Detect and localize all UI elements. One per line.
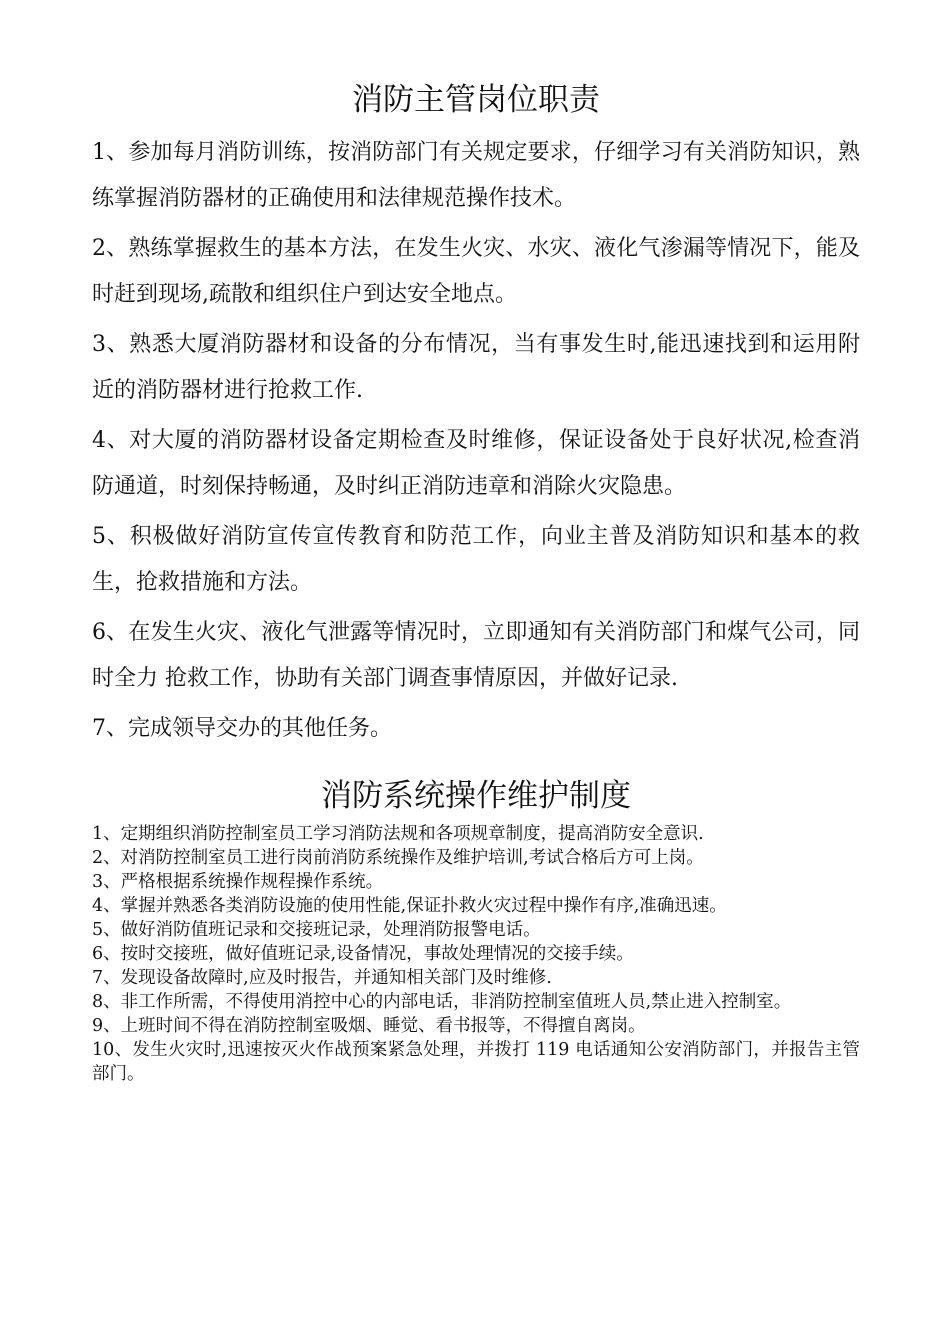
fire-system-maintenance-section [92, 774, 860, 1086]
duty-item: 7、完成领导交办的其他任务。 [92, 716, 392, 741]
duty-item: 3、熟悉大厦消防器材和设备的分布情况，当有事发生时,能迅速找到和运用附近的消防器材进行抢救工作. [92, 332, 860, 403]
rule-item: 5、做好消防值班记录和交接班记录，处理消防报警电话。 [92, 920, 541, 940]
rule-item: 1、定期组织消防控制室员工学习消防法规和各项规章制度，提高消防安全意识. [92, 824, 704, 844]
rule-item: 7、发现设备故障时,应及时报告，并通知相关部门及时维修. [92, 968, 552, 988]
rule-item: 3、严格根据系统操作规程操作系统。 [92, 872, 384, 892]
rule-item: 6、按时交接班，做好值班记录,设备情况，事故处理情况的交接手续。 [92, 944, 634, 964]
rule-item: 4、掌握并熟悉各类消防设施的使用性能,保证扑救火灾过程中操作有序,准确迅速。 [92, 896, 727, 916]
rule-item: 10、发生火灾时,迅速按灭火作战预案紧急处理，并拨打 119 电话通知公安消防部门，并报告主管部门。 [92, 1040, 860, 1084]
duty-item: 6、在发生火灾、液化气泄露等情况时，立即通知有关消防部门和煤气公司，同时全力 抢救工作，协助有关部门调查事情原因，并做好记录. [92, 620, 860, 691]
section-title: 消防主管岗位职责 [352, 82, 600, 118]
duty-item: 2、熟练掌握救生的基本方法，在发生火灾、水灾、液化气渗漏等情况下，能及时赶到现场,疏散和组织住户到达安全地点。 [92, 236, 860, 307]
rule-item: 9、上班时间不得在消防控制室吸烟、睡觉、看书报等，不得擅自离岗。 [92, 1016, 646, 1036]
duty-item: 4、对大厦的消防器材设备定期检查及时维修，保证设备处于良好状况,检查消防通道，时刻保持畅通，及时纠正消防违章和消除火灾隐患。 [92, 428, 860, 499]
section-title: 消防系统操作维护制度 [321, 778, 631, 814]
rule-item: 8、非工作所需，不得使用消控中心的内部电话，非消防控制室值班人员,禁止进入控制室。 [92, 992, 792, 1012]
rule-item: 2、对消防控制室员工进行岗前消防系统操作及维护培训,考试合格后方可上岗。 [92, 848, 704, 868]
fire-supervisor-duties-section [92, 78, 860, 752]
duty-item: 1、参加每月消防训练，按消防部门有关规定要求，仔细学习有关消防知识，熟练掌握消防器材的正确使用和法律规范操作技术。 [92, 140, 860, 211]
duty-item: 5、积极做好消防宣传宣传教育和防范工作，向业主普及消防知识和基本的救生，抢救措施和方法。 [92, 524, 860, 595]
